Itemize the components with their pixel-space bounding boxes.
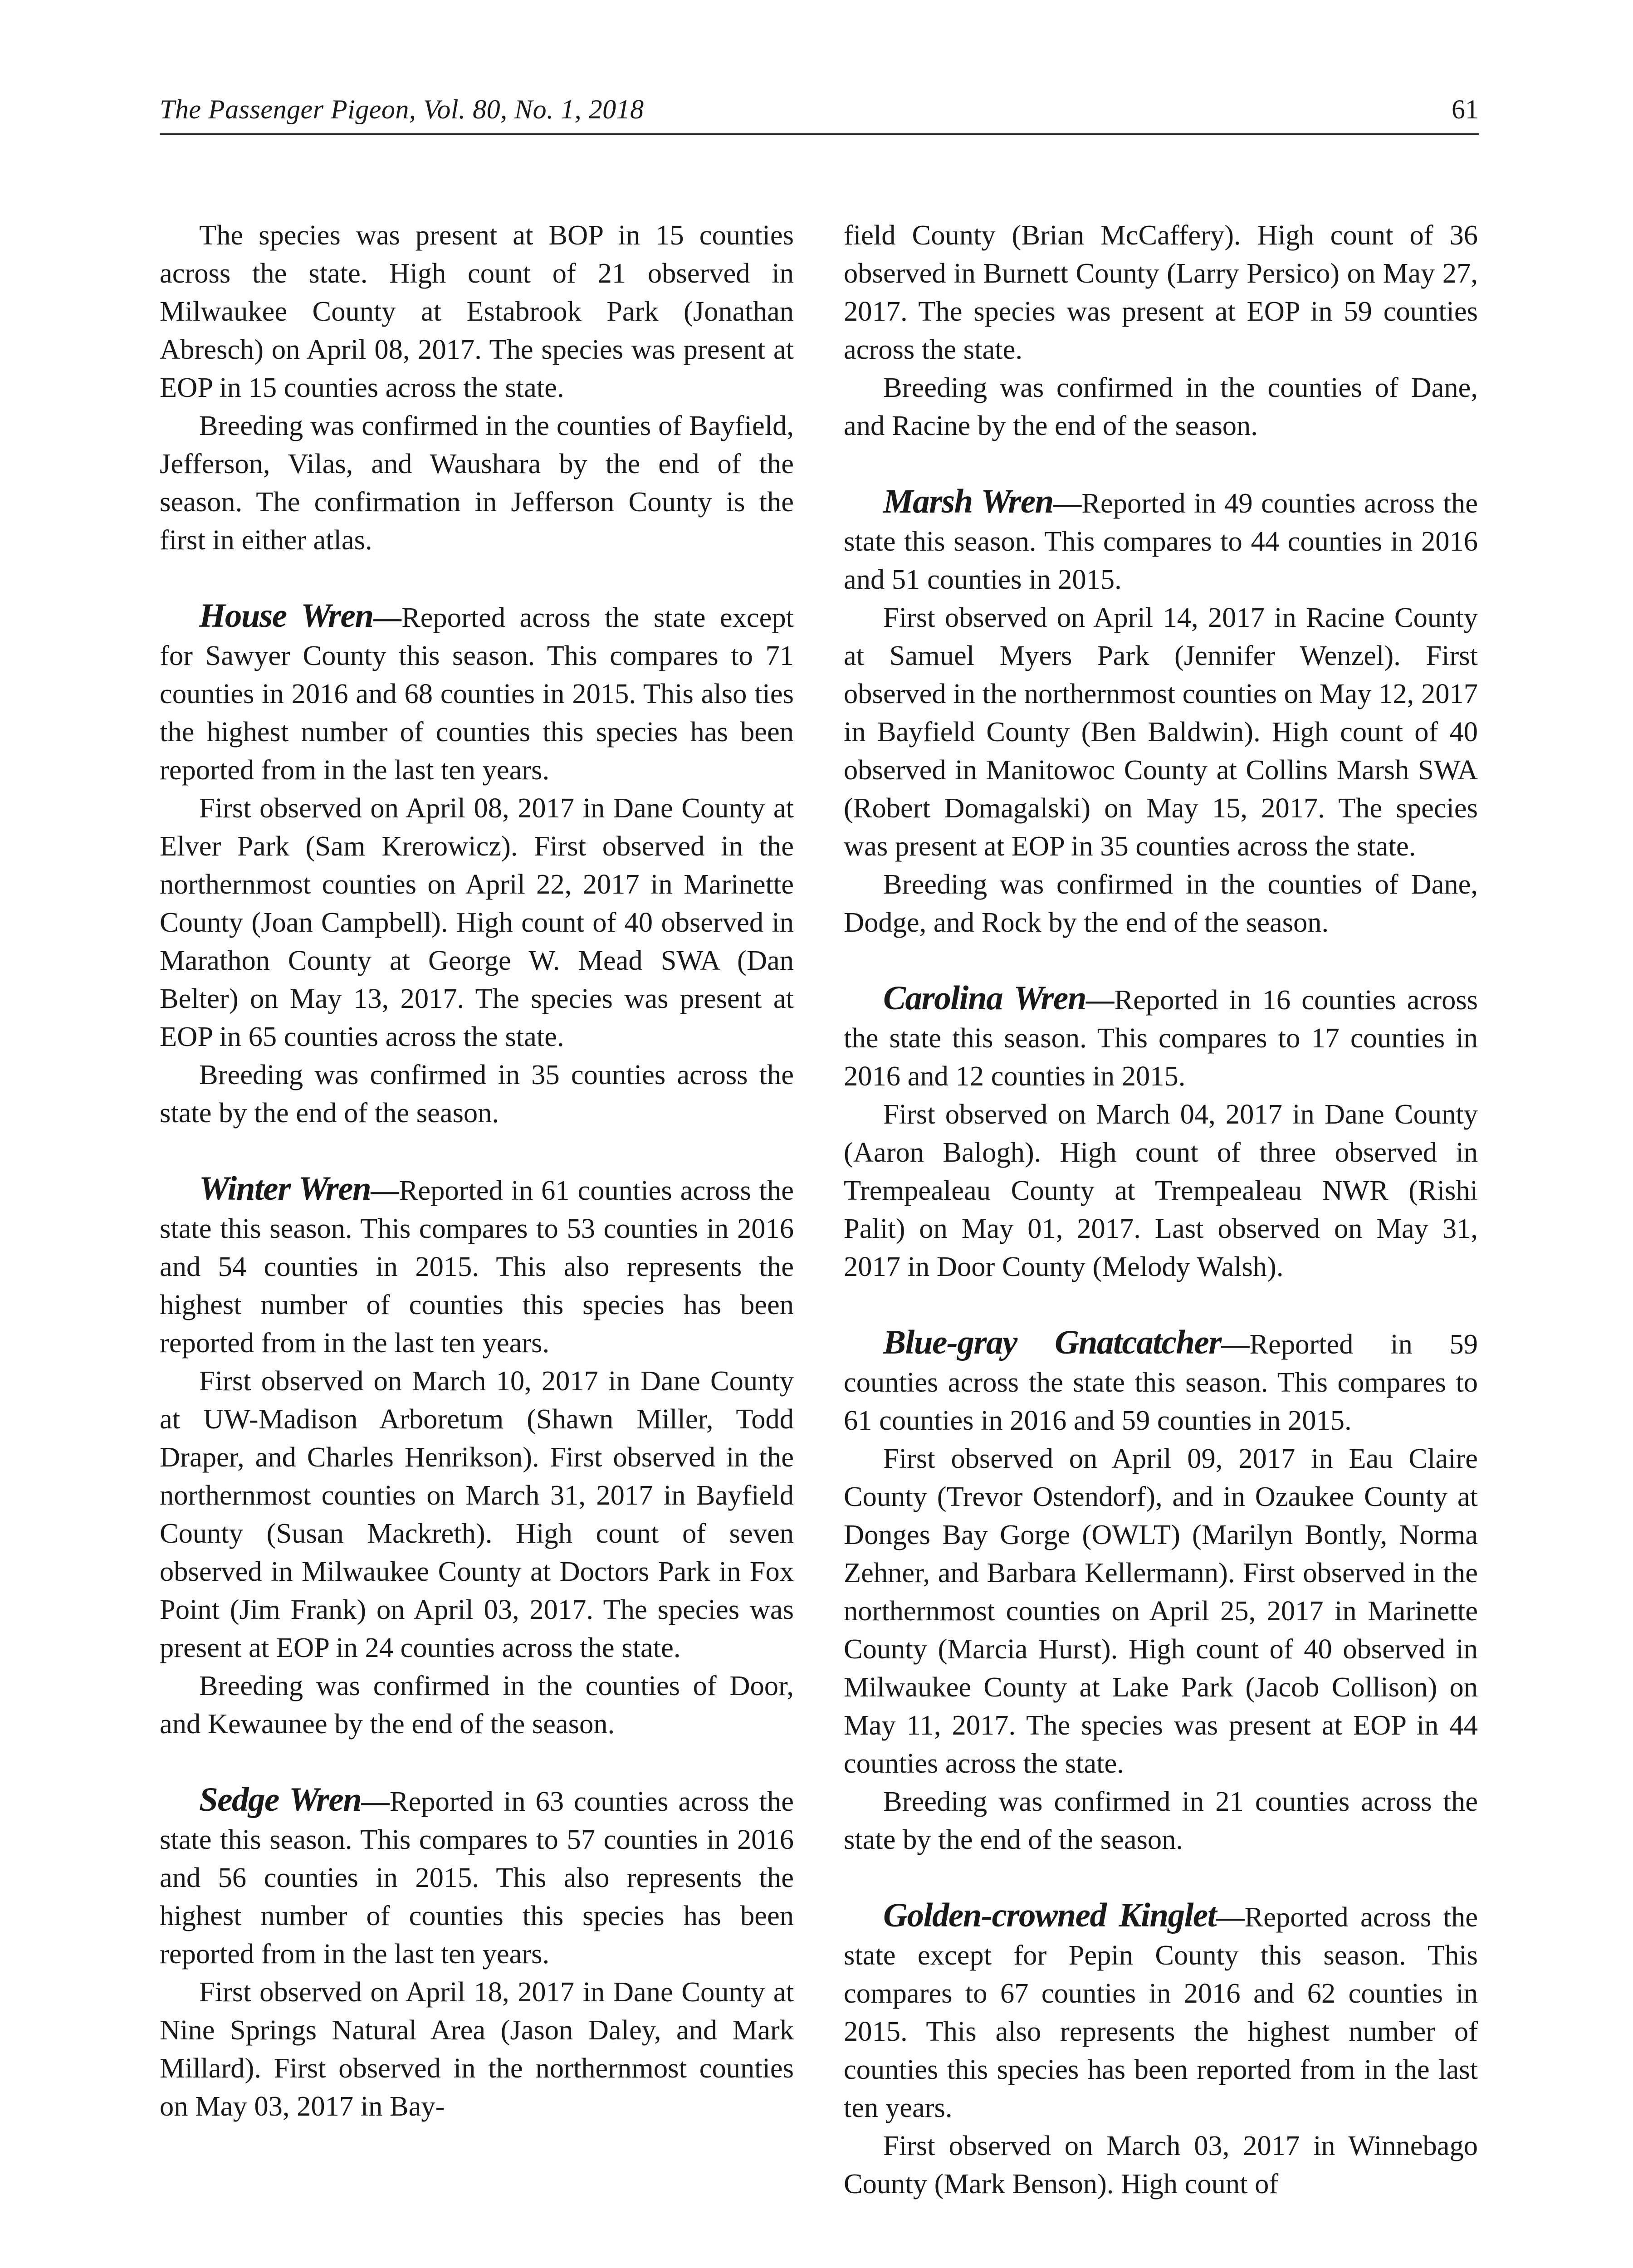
em-dash: — [1216,1901,1245,1933]
species-observations: First observed on March 10, 2017 in Dane County at UW-Madison Arboretum (Shawn Miller, Todd Draper, and Charles Henrikson). First observed in the northernmost counties on March 31, 2017 in Bayfield County (Susan Mackreth). High count of seven observed in Milwaukee County at Doctors Park in Fox Point (Jim Frank) on April 03, 2017. The species was present at EOP in 24 counties across the state. [160,1365,794,1663]
species-breeding: Breeding was confirmed in the counties of Dane, Dodge, and Rock by the end of the season. [844,868,1478,938]
sedge-wren-breeding: Breeding was confirmed in the counties of Dane, and Racine by the end of the season. [844,371,1478,441]
em-dash: — [1085,984,1115,1016]
species-lead-paragraph [844,1324,1478,1439]
right-column [844,216,1478,2203]
intro-paragraph-1: The species was present at BOP in 15 counties across the state. High count of 21 observed in Milwaukee County at Estabrook Park (Jonathan Abresch) on April 08, 2017. The species was present at EOP in 15 counties across the state. [160,219,794,403]
species-carolina-wren [844,979,1478,1286]
em-dash: — [1053,487,1082,519]
species-lead-paragraph [160,1781,794,1973]
species-sedge-wren [160,1781,794,2125]
species-lead-paragraph [844,1897,1478,2126]
species-summary: Reported in 49 counties across the state this season. This compares to 44 counties in 2016 and 51 counties in 2015. [844,487,1478,595]
species-name: Blue-gray Gnatcatcher [883,1324,1221,1361]
em-dash: — [361,1785,390,1817]
left-column [160,216,794,2125]
em-dash: — [1221,1328,1250,1360]
page-number: 61 [1452,94,1479,124]
species-lead-paragraph [160,1170,794,1362]
species-breeding: Breeding was confirmed in 21 counties across the state by the end of the season. [844,1785,1478,1855]
species-name: Winter Wren [199,1170,371,1207]
species-lead-paragraph [160,597,794,789]
species-house-wren [160,597,794,1132]
species-marsh-wren [844,483,1478,941]
sedge-wren-continued: field County (Brian McCaffery). High count of 36 observed in Burnett County (Larry Persico) on May 27, 2017. The species was present at EOP in 59 counties across the state. [844,219,1478,365]
species-summary: Reported in 59 counties across the state this season. This compares to 61 counties in 2016 and 59 counties in 2015. [844,1328,1478,1436]
species-breeding: Breeding was confirmed in the counties of Door, and Kewaunee by the end of the season. [160,1670,794,1740]
species-summary: Reported in 16 counties across the state this season. This compares to 17 counties in 2016 and 12 counties in 2015. [844,984,1478,1092]
species-observations: First observed on April 08, 2017 in Dane County at Elver Park (Sam Krerowicz). First observed in the northernmost counties on April 22, 2017 in Marinette County (Joan Campbell). High count of 40 observed in Marathon County at George W. Mead SWA (Dan Belter) on May 13, 2017. The species was present at EOP in 65 counties across the state. [160,792,794,1052]
species-observations: First observed on April 18, 2017 in Dane County at Nine Springs Natural Area (Jason Daley, and Mark Millard). First observed in the northernmost counties on May 03, 2017 in Bay- [160,1976,794,2122]
species-summary: Reported in 61 counties across the state this season. This compares to 53 counties in 2016 and 54 counties in 2015. This also represents the highest number of counties this species has been reported from in the last ten years. [160,1174,794,1359]
species-name: Marsh Wren [883,483,1053,520]
journal-citation: The Passenger Pigeon, Vol. 80, No. 1, 2018 [160,94,644,124]
species-name: Sedge Wren [199,1781,362,1818]
em-dash: — [371,1174,399,1206]
species-lead-paragraph [844,979,1478,1095]
species-name: Golden-crowned Kinglet [883,1897,1217,1934]
species-observations: First observed on March 04, 2017 in Dane County (Aaron Balogh). High count of three observed in Trempealeau County at Trempealeau NWR (Rishi Palit) on May 01, 2017. Last observed on May 31, 2017 in Door County (Melody Walsh). [844,1098,1478,1282]
species-breeding: Breeding was confirmed in 35 counties across the state by the end of the season. [160,1059,794,1129]
species-summary: Reported across the state except for Pepin County this season. This compares to 67 counties in 2016 and 62 counties in 2015. This also represents the highest number of counties this species has been reported from in the last ten years. [844,1901,1478,2123]
intro-paragraph-2: Breeding was confirmed in the counties of Bayfield, Jefferson, Vilas, and Waushara by the end of the season. The confirmation in Jefferson County is the first in either atlas. [160,410,794,556]
species-winter-wren [160,1170,794,1743]
species-name: House Wren [199,597,373,635]
species-observations: First observed on April 09, 2017 in Eau Claire County (Trevor Ostendorf), and in Ozaukee County at Donges Bay Gorge (OWLT) (Marilyn Bontly, Norma Zehner, and Barbara Kellermann). First observed in the northernmost counties on April 25, 2017 in Marinette County (Marcia Hurst). High count of 40 observed in Milwaukee County at Lake Park (Jacob Collison) on May 11, 2017. The species was present at EOP in 44 counties across the state. [844,1442,1478,1779]
running-header [160,84,1479,135]
species-blue-gray-gnatcatcher [844,1324,1478,1858]
species-golden-crowned-kinglet [844,1897,1478,2203]
species-observations: First observed on March 03, 2017 in Winnebago County (Mark Benson). High count of [844,2130,1478,2200]
species-lead-paragraph [844,483,1478,598]
species-summary: Reported across the state except for Sawyer County this season. This compares to 71 counties in 2016 and 68 counties in 2015. This also ties the highest number of counties this species has been reported from in the last ten years. [160,601,794,786]
species-summary: Reported in 63 counties across the state this season. This compares to 57 counties in 2016 and 56 counties in 2015. This also represents the highest number of counties this species has been reported from in the last ten years. [160,1785,794,1970]
species-observations: First observed on April 14, 2017 in Racine County at Samuel Myers Park (Jennifer Wenzel). First observed in the northernmost counties on May 12, 2017 in Bayfield County (Ben Baldwin). High count of 40 observed in Manitowoc County at Collins Marsh SWA (Robert Domagalski) on May 15, 2017. The species was present at EOP in 35 counties across the state. [844,601,1478,862]
species-name: Carolina Wren [883,979,1086,1017]
em-dash: — [373,601,402,633]
